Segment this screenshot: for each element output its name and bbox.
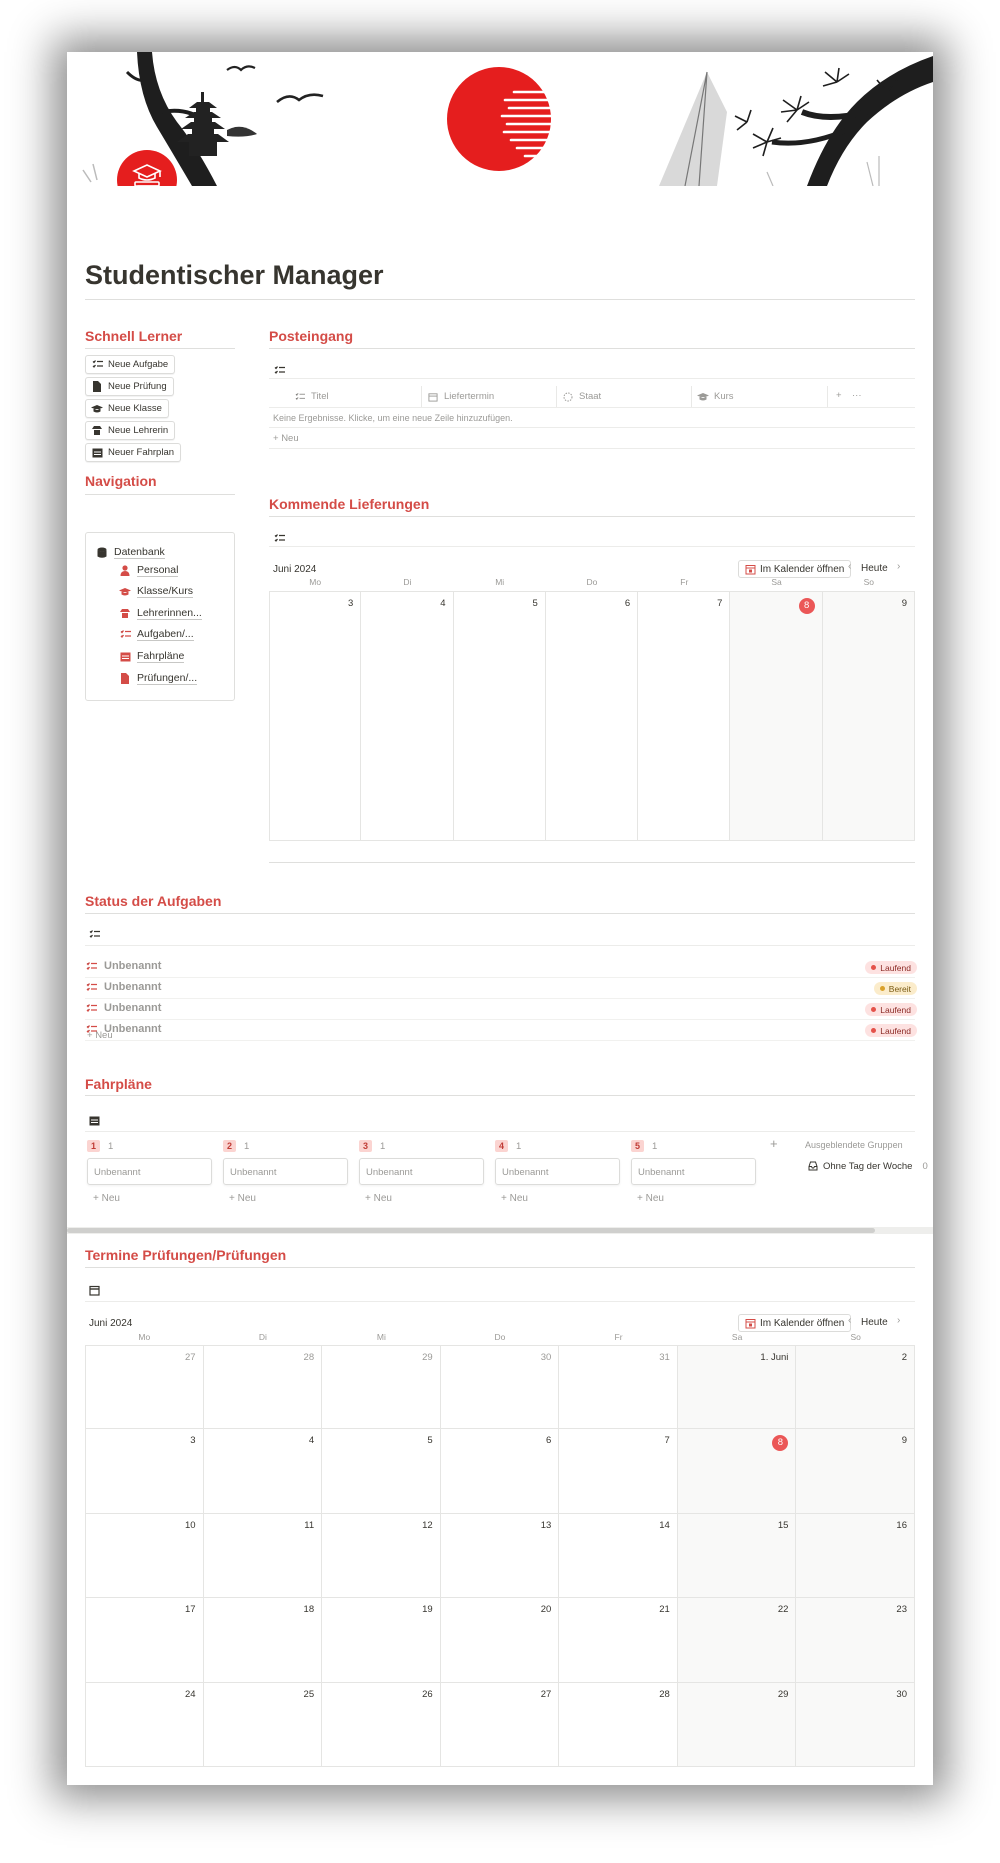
calendar-day-cell[interactable] [678,1598,797,1682]
calendar-day-cell[interactable] [204,1683,323,1767]
nav-class[interactable] [119,585,193,598]
board-new-button[interactable]: + Neu [637,1193,664,1204]
group-count: 1 [108,1140,114,1152]
nav-personal[interactable] [119,564,178,577]
hidden-group-no-weekday[interactable] [807,1160,928,1172]
inbox-title: Posteingang [269,328,354,344]
cover-illustration [67,52,933,186]
column-status[interactable] [557,386,692,407]
day-number: 25 [303,1688,315,1700]
calendar-icon [744,563,756,575]
add-group-button[interactable]: + [770,1136,778,1151]
calendar-day-cell[interactable] [441,1514,560,1598]
nav-schedules-label: Fahrpläne [137,650,185,662]
weekday-header: Sa [771,577,782,587]
group-count: 1 [244,1140,250,1152]
calendar-icon [427,391,439,403]
horizontal-scrollbar-thumb[interactable] [67,1228,875,1233]
day-number: 29 [777,1688,789,1700]
graduation-cap-icon [91,403,103,415]
board-new-button[interactable]: + Neu [93,1193,120,1204]
status-dot [871,1007,876,1012]
calendar-day-cell[interactable] [559,1514,678,1598]
board-new-label: Neu [645,1193,664,1204]
new-class-button[interactable] [85,399,169,418]
deliveries-open-calendar-button[interactable] [738,560,851,578]
calendar-day-cell[interactable] [796,1598,915,1682]
row-divider [85,977,915,978]
calendar-day-cell[interactable] [559,1345,678,1429]
exams-next-arrow[interactable]: › [897,1315,901,1326]
day-number: 2 [901,1352,907,1363]
horizontal-scrollbar-track[interactable] [67,1227,933,1234]
nav-exams-label: Prüfungen/... [137,672,198,684]
calendar-icon [119,651,131,663]
status-badge[interactable] [865,1024,917,1037]
exams-today-button[interactable]: Heute [861,1317,888,1328]
checklist-icon [91,359,103,371]
list-view-icon[interactable] [273,532,285,544]
status-badge[interactable] [874,982,917,995]
teacher-icon [119,608,131,620]
deliveries-open-calendar-label: Im Kalender öffnen [760,563,845,575]
day-number: 16 [896,1519,907,1531]
board-group-header[interactable] [87,1140,113,1152]
group-number: 4 [495,1140,508,1152]
deliveries-title: Kommende Lieferungen [269,496,430,512]
board-new-label: Neu [373,1193,392,1204]
day-number: 28 [303,1352,315,1363]
calendar-icon [91,447,103,459]
day-number: 8 [772,1435,788,1451]
board-card[interactable]: Unbenannt [223,1158,348,1185]
day-number: 9 [901,1435,907,1447]
day-number: 8 [799,598,815,614]
status-dot [871,1028,876,1033]
status-label: Laufend [880,962,911,973]
more-options-button[interactable]: ··· [852,390,862,401]
exams-month: Juni 2024 [89,1318,133,1329]
status-label: Laufend [880,1025,911,1036]
weekday-header: Fr [614,1332,623,1342]
calendar-day-cell[interactable] [269,591,361,841]
column-status-label: Staat [579,391,602,402]
day-number: 14 [659,1519,670,1531]
day-number: 27 [184,1352,196,1363]
board-new-button[interactable]: + Neu [365,1193,392,1204]
day-number: 23 [896,1604,907,1616]
calendar-day-cell[interactable] [204,1429,323,1513]
calendar-day-cell[interactable] [559,1429,678,1513]
nav-personal-label: Personal [137,564,179,576]
calendar-day-cell[interactable] [559,1598,678,1682]
weekday-header: Di [403,577,412,587]
calendar-day-cell[interactable] [454,591,546,841]
calendar-day-cell[interactable] [796,1514,915,1598]
board-new-button[interactable]: + Neu [229,1193,256,1204]
day-number: 30 [540,1352,552,1363]
day-number: 6 [545,1435,552,1447]
group-number: 1 [87,1140,100,1152]
column-due-date[interactable] [422,386,557,407]
board-card[interactable]: Unbenannt [495,1158,620,1185]
no-weekday-label: Ohne Tag der Woche [823,1160,913,1172]
day-number: 18 [303,1604,315,1616]
page-title: Studentischer Manager [85,260,384,290]
group-number: 5 [631,1140,644,1152]
calendar-day-cell[interactable] [559,1683,678,1767]
nav-schedules[interactable] [119,650,184,663]
day-number: 5 [532,598,538,609]
board-new-label: Neu [509,1193,528,1204]
tasks-title: Status der Aufgaben [85,893,222,909]
calendar-day-cell[interactable] [441,1598,560,1682]
day-number: 1. Juni [760,1352,789,1363]
board-card[interactable]: Unbenannt [87,1158,212,1185]
weekday-header: Do [586,577,598,587]
calendar-day-cell[interactable] [322,1514,441,1598]
calendar-day-cell[interactable] [85,1429,204,1513]
weekday-header: So [863,577,875,587]
status-badge[interactable] [865,961,917,974]
weekday-header: Mi [376,1332,386,1342]
exams-open-calendar-label: Im Kalender öffnen [760,1317,845,1329]
calendar-day-cell[interactable] [204,1598,323,1682]
deliveries-today-button[interactable]: Heute [861,563,888,574]
weekday-header: Sa [731,1332,743,1342]
day-number: 12 [422,1519,433,1531]
nav-teachers[interactable] [119,607,202,620]
teacher-icon [91,425,103,437]
nav-database[interactable] [96,546,165,559]
document-icon [119,673,131,685]
new-class-label: Neue Klasse [108,403,162,414]
inbox-new-row[interactable]: + Neu [273,433,299,444]
exams-prev-arrow[interactable]: ‹ [848,1315,852,1326]
status-dot [880,986,885,991]
deliveries-month: Juni 2024 [273,564,317,575]
navigation-title: Navigation [85,473,157,489]
person-icon [119,565,131,577]
day-number: 21 [659,1604,670,1616]
calendar-day-cell[interactable] [85,1345,204,1429]
calendar-day-cell[interactable] [678,1514,797,1598]
quick-section-title: Schnell Lerner [85,328,183,344]
checklist-icon [85,981,97,993]
day-number: 3 [190,1435,196,1447]
column-due-date-label: Liefertermin [444,391,495,402]
weekday-header: So [850,1332,861,1342]
cover-banner [67,52,933,186]
calendar-icon [744,1317,756,1329]
board-new-label: Neu [237,1193,256,1204]
day-number: 29 [422,1352,433,1363]
weekday-header: Mo [309,577,322,587]
calendar-view-icon[interactable] [88,1114,100,1126]
day-number: 7 [664,1435,670,1447]
day-number: 3 [347,598,354,609]
checklist-icon [85,960,97,972]
calendar-day-cell[interactable] [796,1345,915,1429]
nav-database-label: Datenbank [114,546,165,558]
calendar-day-cell[interactable] [638,591,730,841]
board-card[interactable]: Unbenannt [631,1158,756,1185]
day-number: 22 [777,1604,789,1616]
task-name: Unbenannt [104,1002,162,1014]
calendar-day-cell[interactable] [441,1683,560,1767]
new-task-label: Neue Aufgabe [108,359,169,370]
checklist-icon [119,629,131,641]
calendar-day-cell[interactable] [322,1345,441,1429]
calendar-day-cell[interactable] [546,591,638,841]
day-number: 4 [440,598,446,609]
calendar-day-cell[interactable] [678,1429,797,1513]
group-count: 1 [516,1140,522,1152]
status-dot [871,965,876,970]
board-new-button[interactable]: + Neu [501,1193,528,1204]
calendar-day-cell[interactable] [361,591,453,841]
nav-tasks-label: Aufgaben/... [137,628,194,640]
database-icon [96,547,108,559]
weekday-header: Di [258,1332,267,1342]
checklist-icon [294,391,306,403]
document-icon [91,381,103,393]
column-title[interactable] [289,386,422,407]
board-group-header[interactable] [631,1140,657,1152]
calendar-day-cell[interactable] [85,1598,204,1682]
tasks-new-label: Neu [95,1030,113,1041]
new-schedule-button[interactable] [85,443,181,462]
weekday-header: Fr [680,577,689,587]
new-teacher-label: Neue Lehrerin [108,425,169,436]
new-teacher-button[interactable] [85,421,175,440]
calendar-day-cell[interactable] [678,1683,797,1767]
graduation-cap-icon [697,391,709,403]
day-number: 17 [184,1604,196,1616]
group-count: 1 [380,1140,386,1152]
day-number: 31 [659,1352,670,1363]
status-label: Laufend [880,1004,911,1015]
new-exam-label: Neue Prüfung [108,381,167,392]
page [67,52,933,1785]
calendar-day-cell[interactable] [322,1429,441,1513]
board-new-label: Neu [101,1193,120,1204]
task-name: Unbenannt [104,1023,162,1035]
calendar-day-cell[interactable] [85,1683,204,1767]
group-number: 3 [359,1140,372,1152]
day-number: 20 [540,1604,552,1616]
board-group-header[interactable] [495,1140,521,1152]
graduation-books-icon [128,161,166,186]
calendar-day-cell[interactable] [678,1345,797,1429]
status-icon [562,391,574,403]
row-divider [85,1019,915,1020]
day-number: 13 [540,1519,552,1531]
row-divider [85,998,915,999]
calendar-day-cell[interactable] [823,591,915,841]
calendar-day-cell[interactable] [204,1514,323,1598]
checklist-icon [85,1002,97,1014]
nav-class-label: Klasse/Kurs [137,585,194,597]
exams-title: Termine Prüfungen/Prüfungen [85,1247,287,1263]
group-number: 2 [223,1140,236,1152]
nav-tasks[interactable] [119,628,194,641]
graduation-cap-icon [119,586,131,598]
board-card[interactable]: Unbenannt [359,1158,484,1185]
calendar-day-cell[interactable] [85,1514,204,1598]
calendar-view-icon[interactable] [88,1284,100,1296]
nav-exams[interactable] [119,672,197,685]
deliveries-next-arrow[interactable]: › [897,561,901,572]
calendar-day-cell[interactable] [796,1429,915,1513]
calendar-day-cell[interactable] [441,1345,560,1429]
status-badge[interactable] [865,1003,917,1016]
task-row[interactable] [85,981,161,993]
day-number: 19 [422,1604,433,1616]
day-number: 27 [540,1688,552,1700]
column-course[interactable] [692,386,828,407]
day-number: 24 [184,1688,196,1700]
deliveries-prev-arrow[interactable]: ‹ [848,561,852,572]
calendar-day-cell[interactable] [796,1683,915,1767]
day-number: 15 [777,1519,789,1531]
hidden-groups-label: Ausgeblendete Gruppen [805,1140,903,1150]
day-number: 7 [717,598,723,609]
schedules-title: Fahrpläne [85,1076,152,1092]
day-number: 5 [427,1435,433,1447]
board-group-header[interactable] [359,1140,385,1152]
day-number: 10 [184,1519,196,1531]
new-schedule-label: Neuer Fahrplan [108,447,175,458]
navigation-box [85,532,235,701]
tasks-new-row[interactable]: + Neu [87,1030,113,1041]
inbox-empty-text[interactable]: Keine Ergebnisse. Klicke, um eine neue Zeile hinzuzufügen. [273,413,513,423]
group-count: 1 [652,1140,658,1152]
day-number: 11 [304,1519,315,1531]
status-label: Bereit [888,983,911,994]
column-title-label: Titel [311,391,329,402]
calendar-day-cell[interactable] [730,591,822,841]
row-divider [85,1040,915,1041]
day-number: 28 [659,1688,670,1700]
task-name: Unbenannt [104,960,162,972]
weekday-header: Mo [138,1332,151,1342]
day-number: 30 [896,1688,907,1700]
task-name: Unbenannt [104,981,162,993]
board-group-header[interactable] [223,1140,249,1152]
calendar-day-cell[interactable] [322,1683,441,1767]
new-exam-button[interactable] [85,377,174,396]
no-weekday-count: 0 [922,1160,928,1172]
new-task-button[interactable] [85,355,175,374]
day-number: 9 [901,598,907,609]
inbox-new-label: Neu [281,433,299,444]
list-view-icon[interactable] [88,928,100,940]
calendar-day-cell[interactable] [441,1429,560,1513]
calendar-day-cell[interactable] [204,1345,323,1429]
calendar-day-cell[interactable] [322,1598,441,1682]
day-number: 4 [308,1435,315,1447]
column-course-label: Kurs [714,391,734,402]
task-row[interactable] [85,1002,161,1014]
add-column-button[interactable]: + [836,390,842,401]
exams-open-calendar-button[interactable] [738,1314,851,1332]
list-view-icon[interactable] [273,364,285,376]
day-number: 6 [624,598,631,609]
task-row[interactable] [85,960,161,972]
day-number: 26 [422,1688,433,1700]
weekday-header: Mi [495,577,505,587]
weekday-header: Do [494,1332,506,1342]
inbox-icon [807,1160,819,1172]
nav-teachers-label: Lehrerinnen... [137,607,202,619]
